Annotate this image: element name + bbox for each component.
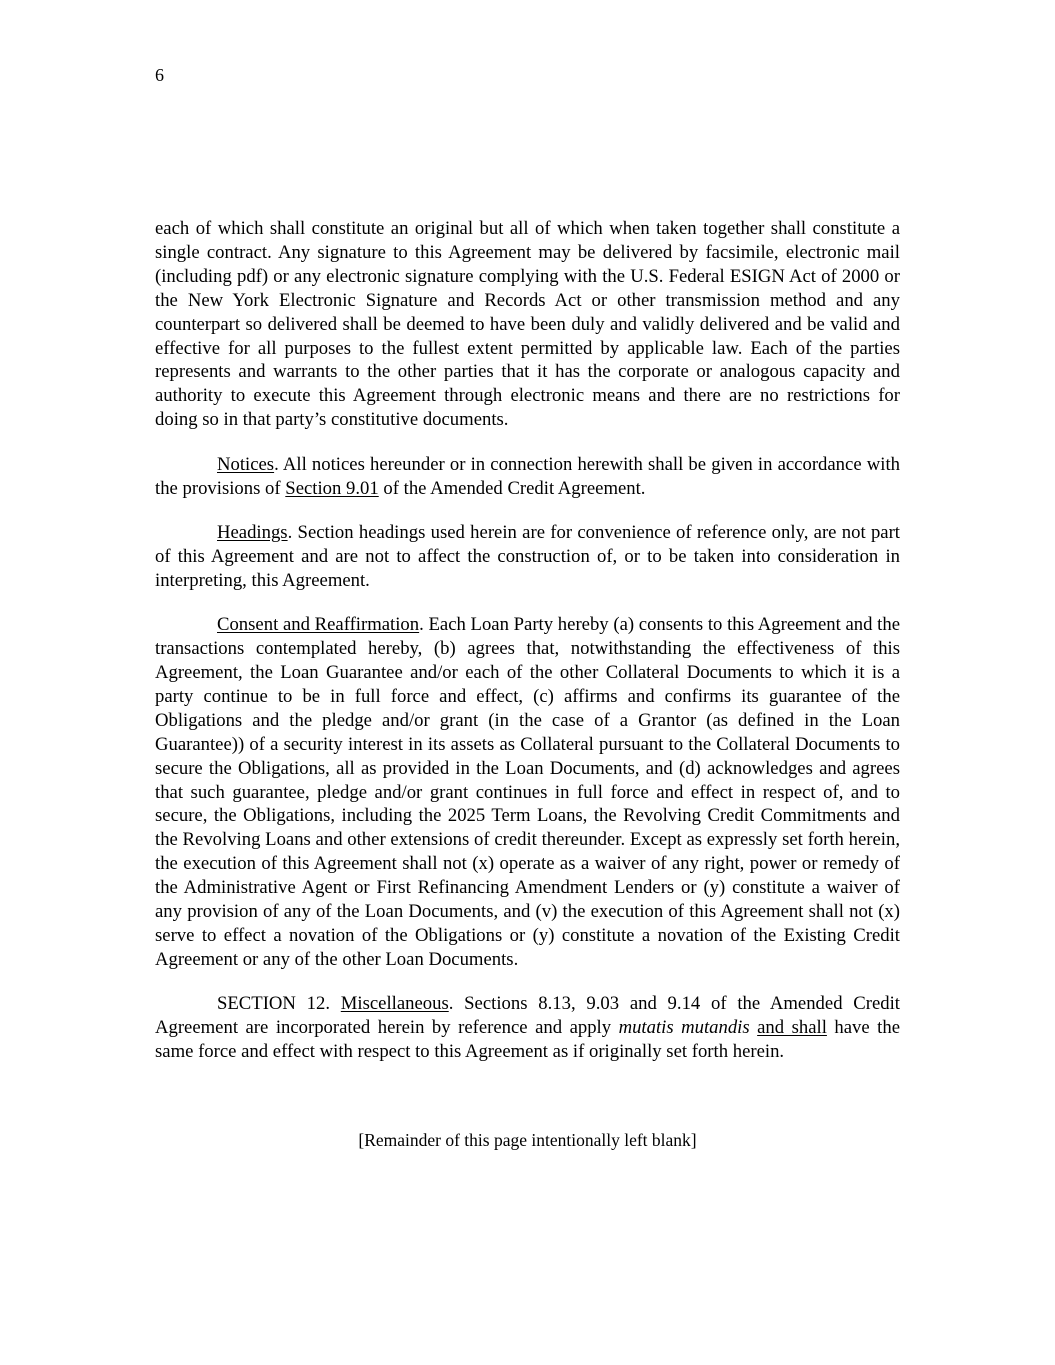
closing-note: [Remainder of this page intentionally left blank]: [358, 1130, 697, 1150]
notices-section-reference: Section 9.01: [285, 477, 379, 499]
section-12-text-3: have the same force and effect with respect to this Agreement as if originally set forth herein.: [155, 1017, 901, 1063]
consent-paragraph: [155, 613, 900, 972]
notices-paragraph: [155, 453, 900, 501]
headings-heading: Headings: [217, 521, 288, 543]
page-number: 6: [155, 65, 164, 85]
headings-paragraph: [155, 521, 900, 593]
notices-text-1: . All notices hereunder or in connection herewith shall be given in accordance with the provisions of: [155, 453, 900, 499]
section-12-italic-term: mutatis mutandis: [618, 1017, 750, 1039]
consent-text: . Each Loan Party hereby (a) consents to this Agreement and the transactions contemplated hereby, (b) agrees that, notwithstanding the effectiveness of this Agreement, the Loan Guarantee and/or each of the other Collateral Documents to which it is a party continue to be in full force and effect, (c) affirms and confirms its guarantee of the Obligations and the pledge and/or grant (in the case of a Grantor (as defined in the Loan Guarantee)) of a security interest in its assets as Collateral pursuant to the Collateral Documents to secure the Obligations, all as provided in the Loan Documents, and (d) acknowledges and agrees that such guarantee, pledge and/or grant continues in full force and effect in respect of, and to secure, the Obligations, including the 2025 Term Loans, the Revolving Credit Commitments and the Revolving Loans and other extensions of credit thereunder. Except as expressly set forth herein, the execution of this Agreement shall not (x) operate as a waiver of any right, power or remedy of the Administrative Agent or First Refinancing Amendment Lenders or (y) constitute a waiver of any provision of any of the Loan Documents, and (v) the execution of this Agreement shall not (x) serve to effect a novation of the Obligations or (y) constitute a novation of the Existing Credit Agreement or any of the other Loan Documents.: [155, 614, 900, 970]
section-12-heading: Miscellaneous: [340, 993, 449, 1015]
counterparts-text: each of which shall constitute an original but all of which when taken together shall constitute a single contract. Any signature to this Agreement may be delivered by facsimile, electronic mail (including pdf) or any electronic signature complying with the U.S. Federal ESIGN Act of 2000 or the New York Electronic Signature and Records Act or other transmission method and any counterpart so delivered shall be deemed to have been duly and validly delivered and be valid and effective for all purposes to the fullest extent permitted by applicable law. Each of the parties represents and warrants to the other parties that it has the corporate or analogous capacity and authority to execute this Agreement through electronic means and there are no restrictions for doing so in that party’s constitutive documents.: [155, 218, 900, 431]
notices-heading: Notices: [217, 453, 275, 475]
document-body: [155, 217, 900, 1064]
section-12-paragraph: [155, 992, 900, 1064]
counterparts-paragraph: [155, 217, 900, 432]
section-12-label: SECTION 12.: [217, 993, 341, 1015]
consent-heading: Consent and Reaffirmation: [217, 614, 420, 636]
headings-text: . Section headings used herein are for convenience of reference only, are not part of this Agreement and are not to affect the construction of, or to be taken into consideration in interpreting, this Agreement.: [155, 521, 900, 591]
section-12-underlined-phrase: and shall: [757, 1017, 827, 1039]
section-12-text-1: . Sections 8.13, 9.03 and 9.14 of the Amended Credit Agreement are incorporated herein by reference and apply: [155, 993, 900, 1039]
notices-text-2: of the Amended Credit Agreement.: [378, 477, 646, 499]
